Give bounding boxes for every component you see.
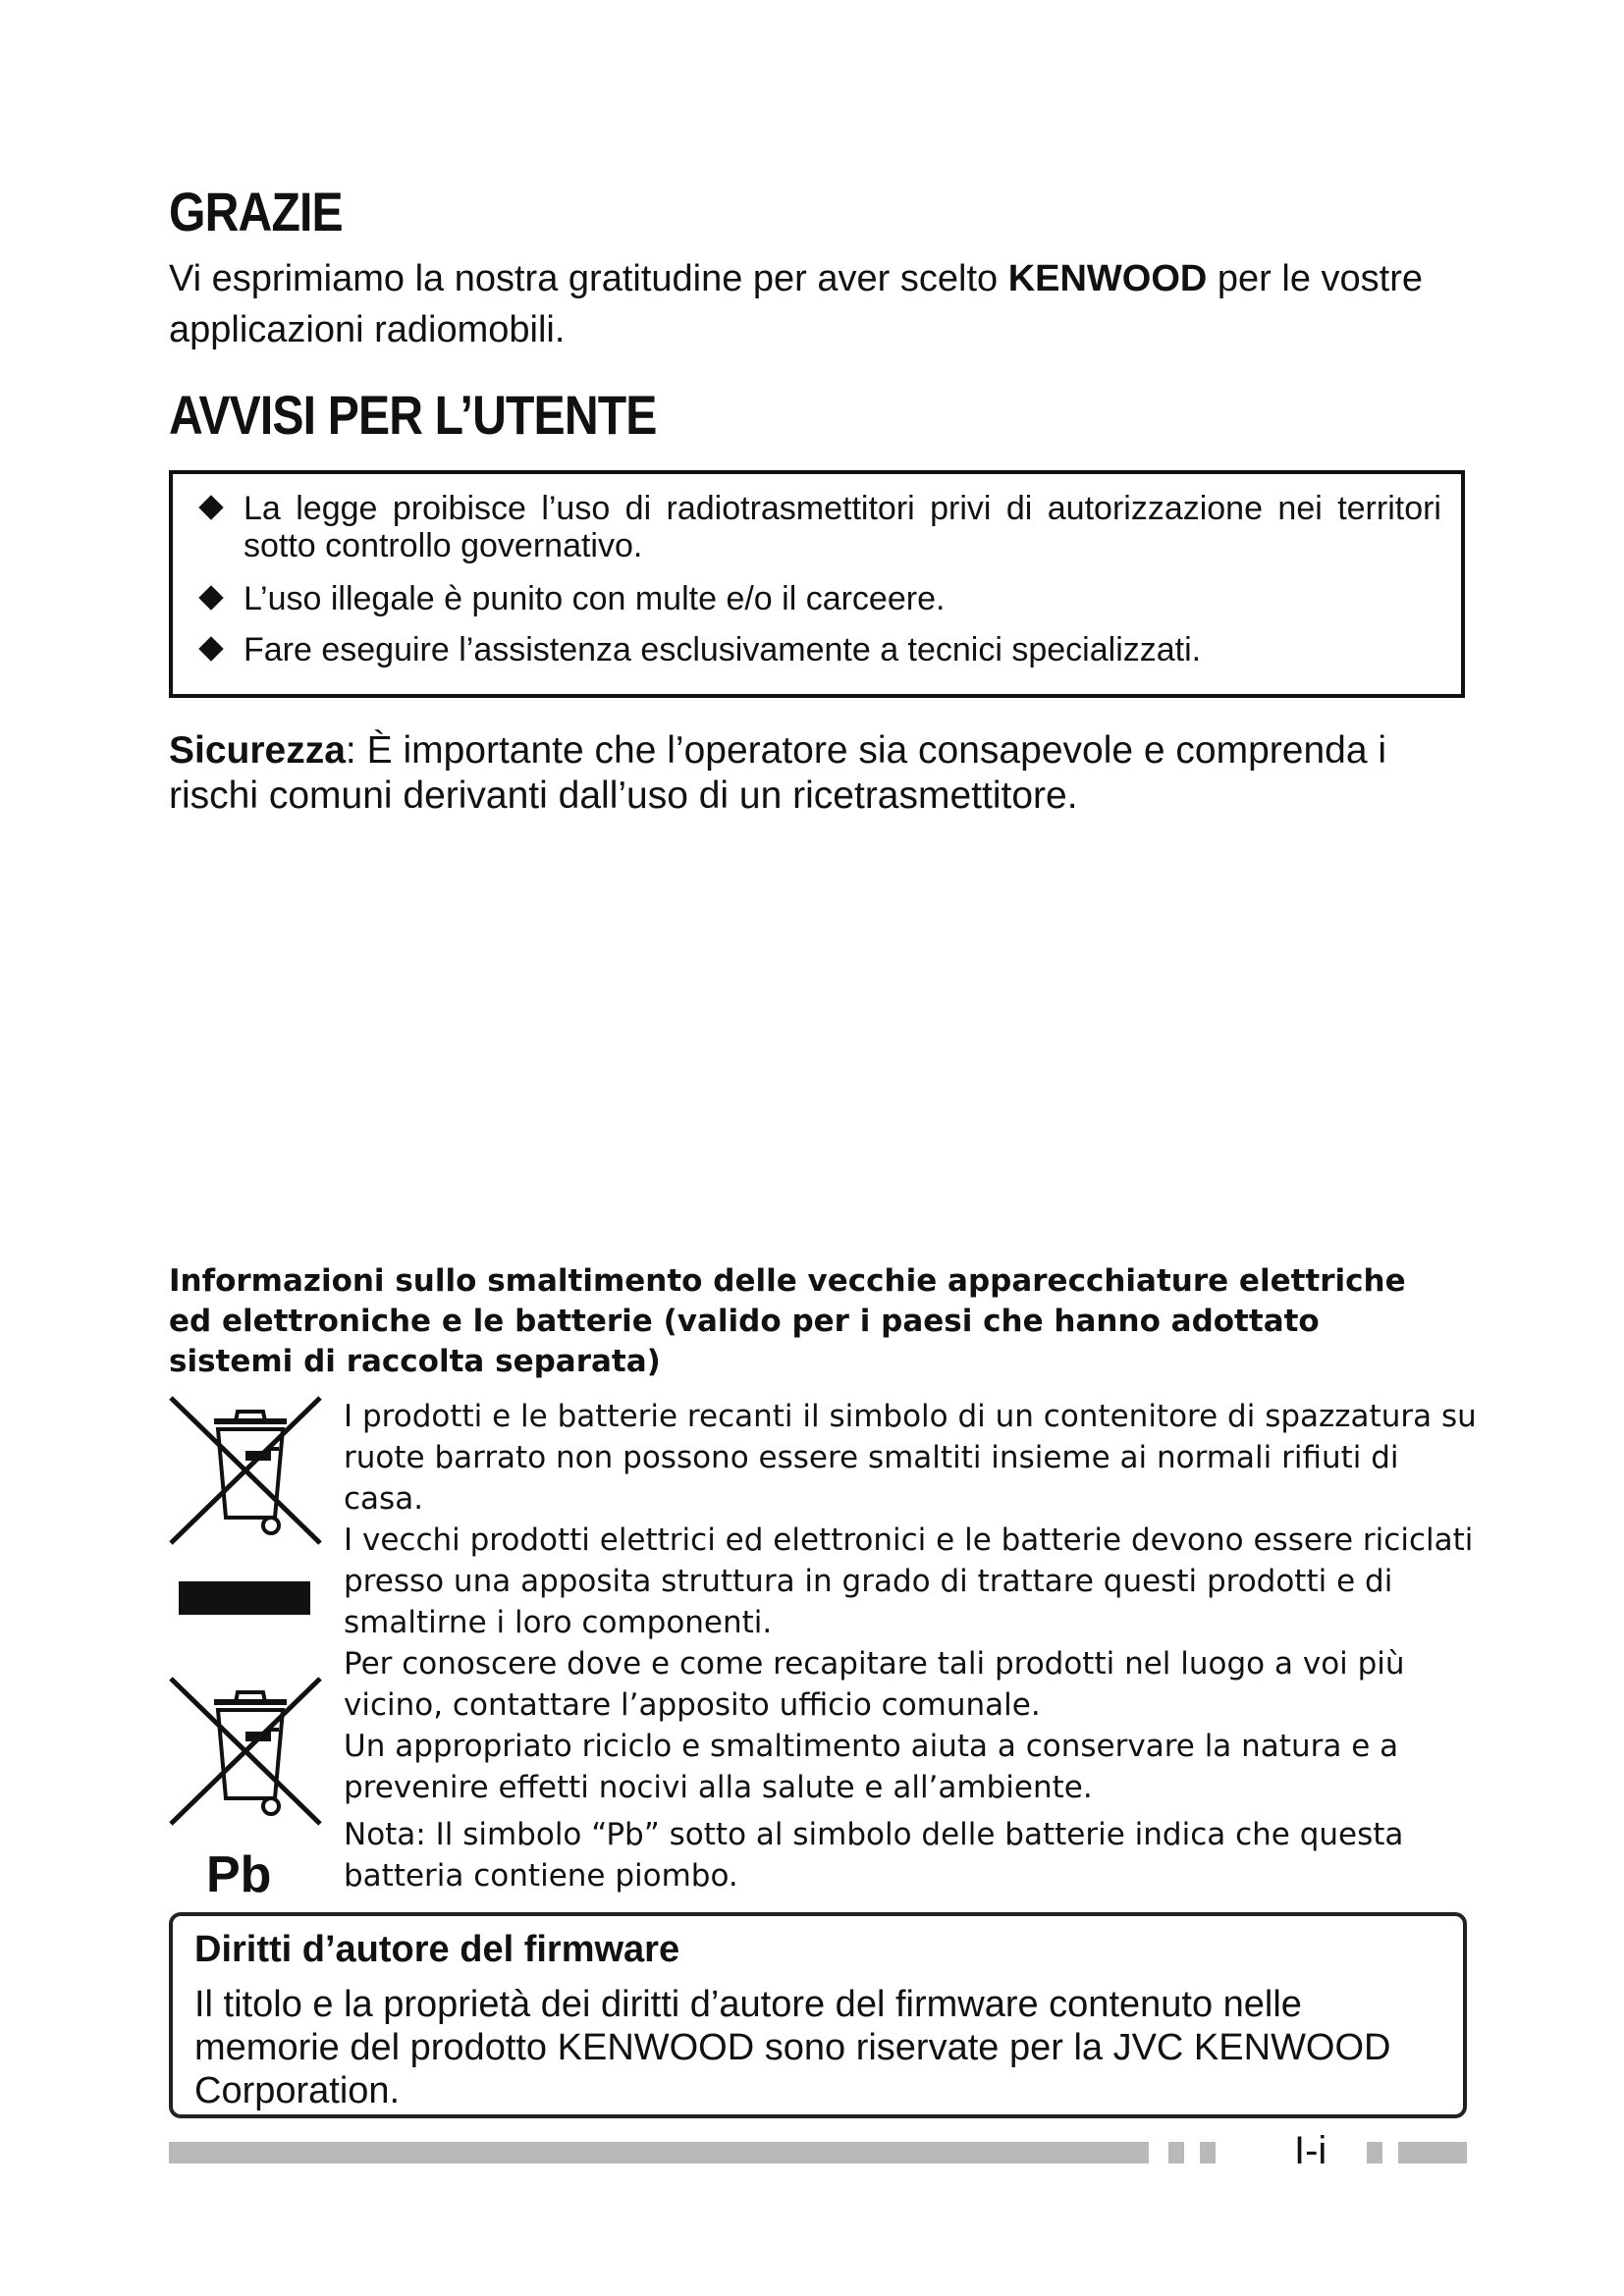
pb-lead-symbol: Pb bbox=[206, 1846, 272, 1903]
page-number: I-i bbox=[1294, 2129, 1327, 2172]
safety-label: Sicurezza bbox=[169, 729, 346, 772]
disposal-paragraph: Per conoscere dove e come recapitare tali prodotti nel luogo a voi più vicino, contattare l’apposito ufficio comunale. bbox=[344, 1646, 1405, 1723]
notice-item bbox=[194, 490, 1441, 564]
notice-text: La legge proibisce l’uso di radiotrasmettitori privi di autorizzazione nei territori sotto controllo governativo. bbox=[244, 490, 1441, 564]
footer-square bbox=[1168, 2142, 1184, 2163]
disposal-paragraph: Un appropriato riciclo e smaltimento aiuta a conservare la natura e a prevenire effetti nocivi alla salute e all’ambiente. bbox=[344, 1729, 1399, 1805]
crossed-out-wheelie-bin-icon bbox=[167, 1390, 324, 1557]
footer-bar-right bbox=[1398, 2142, 1467, 2163]
notice-item bbox=[194, 631, 1441, 668]
copyright-title: Diritti d’autore del firmware bbox=[194, 1929, 680, 1970]
heading-user-notices: AVVISI PER L’UTENTE bbox=[169, 384, 657, 446]
heading-grazie: GRAZIE bbox=[169, 181, 343, 242]
user-notices-box bbox=[169, 470, 1465, 698]
separate-collection-bar bbox=[179, 1581, 310, 1615]
disposal-title: Informazioni sullo smaltimento delle vecchie apparecchiature elettriche ed elettroniche e le batterie (valido per i paesi che hanno adottato sistemi di raccolta separata) bbox=[169, 1263, 1406, 1379]
notice-text: L’uso illegale è punito con multe e/o il carceere. bbox=[244, 580, 946, 617]
brand-name: KENWOOD bbox=[1007, 258, 1208, 299]
disposal-paragraph: I vecchi prodotti elettrici ed elettronici e le batterie devono essere riciclati presso una apposita struttura in grado di trattare questi prodotti e di smaltirne i loro componenti. bbox=[344, 1522, 1474, 1640]
disposal-paragraph: I prodotti e le batterie recanti il simbolo di un contenitore di spazzatura su ruote barrato non possono essere smaltiti insieme ai normali rifiuti di casa. bbox=[344, 1399, 1477, 1517]
thanks-text-before: Vi esprimiamo la nostra gratitudine per aver scelto bbox=[169, 258, 1008, 299]
notice-text: Fare eseguire l’assistenza esclusivamente a tecnici specializzati. bbox=[244, 631, 1202, 668]
crossed-out-wheelie-bin-icon bbox=[167, 1671, 324, 1838]
safety-paragraph bbox=[169, 728, 1485, 819]
footer-bar-left bbox=[169, 2142, 1149, 2163]
disposal-note: Nota: Il simbolo “Pb” sotto al simbolo delle batterie indica che questa batteria contiene piombo. bbox=[344, 1817, 1404, 1894]
copyright-text: Il titolo e la proprietà dei diritti d’autore del firmware contenuto nelle memorie del prodotto KENWOOD sono riservate per la JVC KENWOOD Corporation. bbox=[194, 1984, 1391, 2111]
disposal-text bbox=[344, 1396, 1483, 1896]
footer-square bbox=[1367, 2142, 1382, 2163]
footer-square bbox=[1200, 2142, 1216, 2163]
notice-item bbox=[194, 580, 1441, 617]
thanks-paragraph bbox=[169, 253, 1485, 355]
firmware-copyright-box bbox=[169, 1912, 1467, 2118]
thanks-text-after: per le vostre applicazioni radiomobili. bbox=[169, 258, 1424, 350]
safety-text: : È importante che l’operatore sia consapevole e comprenda i rischi comuni derivanti dall’uso di un ricetrasmettitore. bbox=[169, 729, 1387, 817]
